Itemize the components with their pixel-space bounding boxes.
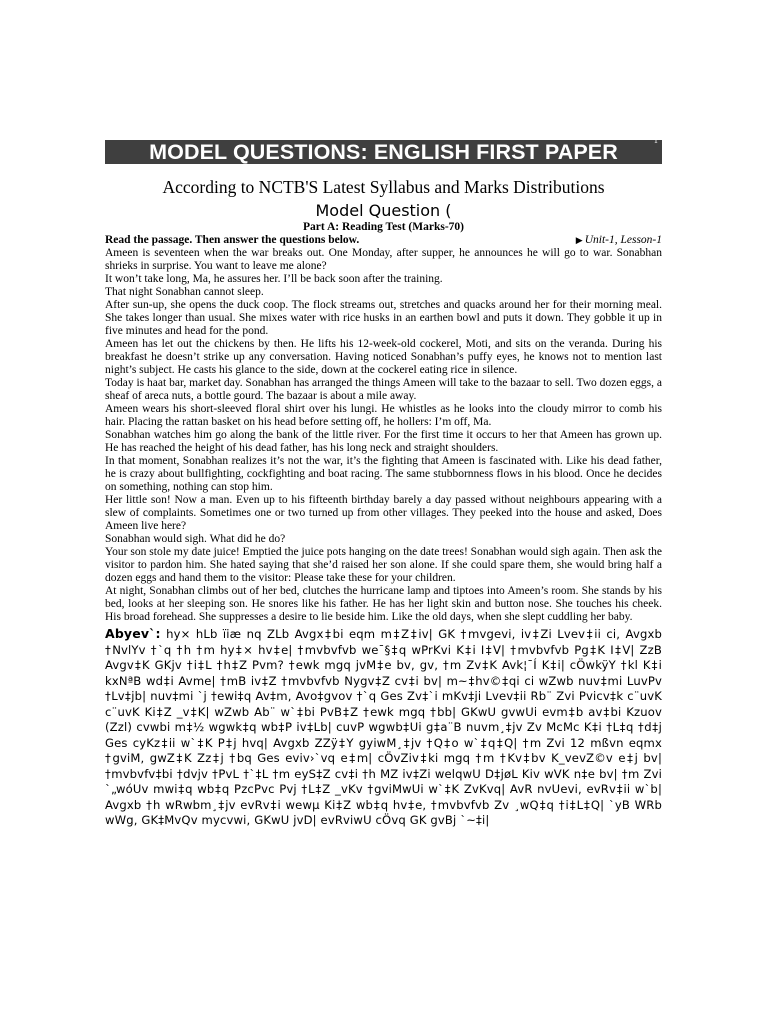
unit-reference-text: Unit-1, Lesson-1 <box>584 234 662 246</box>
instruction-row <box>105 234 662 247</box>
passage-paragraph: Her little son! Now a man. Even up to his fifteenth birthday barely a day passed without neighbours appearing with a slew of complaints. Sometimes one or two turned up from other villages. They peeked into the house and asked, Does Ameen live here? <box>105 494 662 532</box>
title-banner <box>105 136 662 164</box>
passage-paragraph: Ameen wears his short-sleeved floral shirt over his lungi. He whistles as he looks into the cloudy mirror to comb his hair. Placing the rattan basket on his head before setting off, he hollers: I’m off, Ma. <box>105 403 662 428</box>
passage-paragraph: It won’t take long, Ma, he assures her. I’ll be back soon after the training. <box>105 273 443 285</box>
passage-paragraph: Ameen has let out the chickens by then. He lifts his 12-week-old cockerel, Moti, and sits on the veranda. During his breakfast he doesn’t strike up any conversation. Having noticed Sonabhan’s puffy eyes, he knows not to mention last night’s subject. He casts his glance to the side, down at the cockerel eating rice in silence. <box>105 338 662 376</box>
model-question-heading: Model Question ( <box>315 201 452 220</box>
unit-reference <box>576 234 662 247</box>
reading-passage <box>105 247 662 624</box>
passage-paragraph: At night, Sonabhan climbs out of her bed, clutches the hurricane lamp and tiptoes into Ameen’s room. She stands by his bed, looks at her sleeping son. He snores like his father. He has her light skin and button nose. She touches his cheek. His broad forehead. She suppresses a desire to lie beside him. Like the old days, when she slept cuddling her baby. <box>105 585 662 623</box>
translation-paragraph <box>105 626 662 829</box>
passage-paragraph: Sonabhan would sigh. What did he do? <box>105 533 286 545</box>
passage-paragraph: Your son stole my date juice! Emptied the juice pots hanging on the date trees! Sonabhan would sigh again. Then ask the visitor to pardon him. She hated saying that she’d raised her son alone. If she could spare them, she would bring half a dozen eggs and hand them to the visitor: Please take these for your children. <box>105 546 662 584</box>
passage-paragraph: After sun-up, she opens the duck coop. The flock streams out, stretches and quacks around her for their morning meal. She takes longer than usual. She mixes water with rice husks in an earthen bowl and puts it down. They gobble it up in five minutes and head for the pond. <box>105 299 662 337</box>
subtitle: According to NCTB'S Latest Syllabus and Marks Distributions <box>162 177 605 197</box>
part-heading: Part A: Reading Test (Marks-70) <box>303 221 464 233</box>
translation-block <box>105 626 662 829</box>
document-page <box>105 136 662 829</box>
triangle-right-icon: ▶ <box>575 235 583 245</box>
translation-label: Abyev`: <box>105 626 161 641</box>
passage-paragraph: Ameen is seventeen when the war breaks out. One Monday, after supper, he announces he will go to war. Sonabhan shrieks in surprise. You want to leave me alone? <box>105 247 662 272</box>
passage-paragraph: In that moment, Sonabhan realizes it’s not the war, it’s the fighting that Ameen is fascinated with. Like his dead father, he is crazy about bullfighting, cockfighting and boat racing. The same stubbornness flows in his blood. Once he decides on something, nothing can stop him. <box>105 455 662 493</box>
translation-text: hy× hLb ïiæ nq ZLb Avgx‡bi eqm m‡Z‡iv| GK †mvgevi, iv‡Zi Lvev‡ii ci, Avgxb †NvlYv †`q †h †m hy‡× hv‡e| †mvbvfvb we¯§‡q wPrKvi K‡i I‡V| †mvbvfvb Pg‡K I‡V| ZzB Avgv‡K GKjv †i‡L †h‡Z Pvm? †ewk mgq jvM‡e bv, gv, †m Zv‡K Avk¦¯Í K‡i| cÖwkÿY †kl K‡i kxNªB wd‡i Avme| †mB iv‡Z †mvbvfvb Nygv‡Z cv‡i bv| m~‡hv©‡qi ci wZwb nuv‡mi LuvPv †Lv‡jb| nuv‡mi `j †ewi‡q Av‡m, Avo‡gvov †`q Ges Zv‡`i mKv‡ji Lvev‡ii Rb¨ Zvi Pvicv‡k c¨uvK c¨uvK Ki‡Z _v‡K| wZwb Ab¨ w`‡bi PvB‡Z †ewk mgq †bb| GKwU gvwUi evm‡b av‡bi Kzuov (Zzl) cvwbi m‡½ wgwk‡q wb‡P iv‡Lb| cuvP wgwb‡Ui g‡a¨B nuvm¸‡jv Zv McMc K‡i †L‡q †d‡j Ges cyKz‡ii w`‡K P‡j hvq| Avgxb ZZÿ‡Y gyiwM¸‡jv †Q‡o w`‡q‡Q| †m Zvi 12 mßvn eqmx †gviM, gwZ‡K Zz‡j †bq Ges eviv›`vq e‡m| cÖvZiv‡ki mgq †m †Kv‡bv K_vevZ©v e‡j bv| †mvbvfv‡bi †dvjv †PvL †`‡L †m eyS‡Z cv‡i †h MZ iv‡Zi welqwU D‡jøL Kiv wVK n‡e bv| †m Zvi `„wóUv mwi‡q wb‡q PzcPvc Pvj †L‡Z _vKv †gviMwUi w`‡K ZvKvq| AvR nvUevi, evRv‡ii w`b| Avgxb †h wRwbm¸‡jv evRv‡i wewµ Ki‡Z wb‡q hv‡e, †mvbvfvb Zv ¸wQ‡q †i‡L‡Q| `yB WRb wWg, GK‡MvQv mycvwi, GKwU jvD| evRviwU cÖvq GK gvBj `~‡i| <box>105 627 662 827</box>
passage-paragraph: That night Sonabhan cannot sleep. <box>105 286 264 298</box>
passage-paragraph: Sonabhan watches him go along the bank of the little river. For the first time it occurs to her that Ameen has grown up. He has reached the height of his dead father, has his long neck and straight shoulders. <box>105 429 662 454</box>
instruction: Read the passage. Then answer the questions below. <box>105 234 360 246</box>
document-title: MODEL QUESTIONS: ENGLISH FIRST PAPER <box>149 140 618 164</box>
passage-paragraph: Today is haat bar, market day. Sonabhan has arranged the things Ameen will take to the bazaar to sell. Two dozen eggs, a sheaf of areca nuts, a bottle gourd. The bazaar is about a mile away. <box>105 377 662 402</box>
page-number: 1 <box>653 136 658 145</box>
